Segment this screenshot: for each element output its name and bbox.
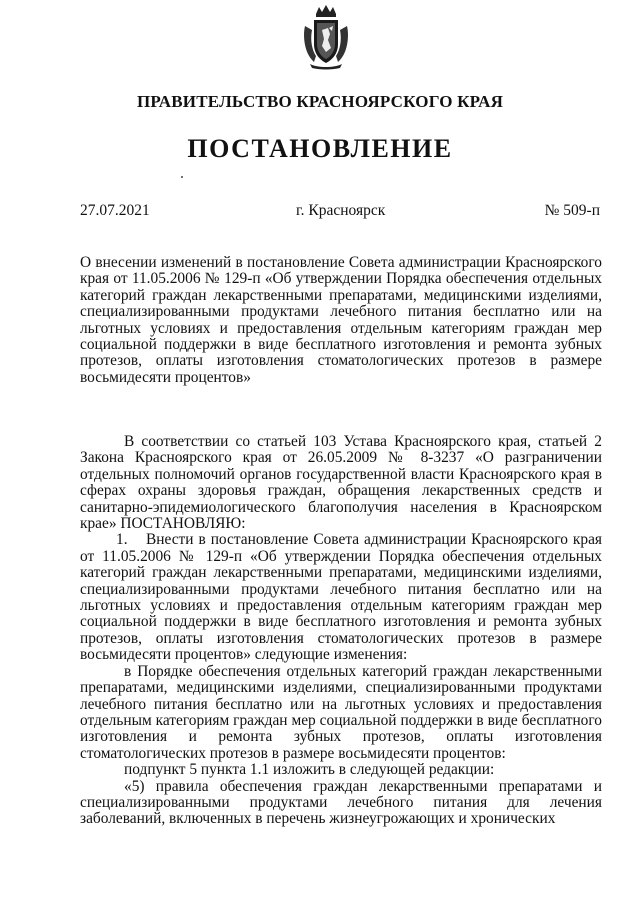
document-city: г. Красноярск (296, 202, 386, 219)
scan-speck (181, 176, 183, 178)
item-1-text: Внести в постановление Совета администрации Красноярского края от 11.05.2006 № 129-п «Об утверждении Порядка обеспечения отдельных категорий граждан лекарственными препаратами, медицинскими изделиями, специализированными продуктами лечебного питания бесплатно или на льготных условиях и предоставления отдельным категориям граждан мер социальной поддержки в виде бесплатного изготовления и ремонта зубных протезов, оплаты изготовления стоматологических протезов в размере восьмидесяти процентов» следующие изменения: (80, 531, 602, 664)
order-amendment-paragraph: в Порядке обеспечения отдельных категорий граждан лекарственными препаратами, медицинскими изделиями, специализированными продуктами лечебного питания бесплатно или на льготных условиях и предоставления отдельным категориям граждан мер социальной поддержки в виде бесплатного изготовления и ремонта зубных протезов, оплаты изготовления стоматологических протезов в размере восьмидесяти процентов: (80, 662, 602, 762)
item-1-number: 1. (116, 531, 128, 549)
item-1-paragraph (80, 532, 602, 663)
document-body (80, 434, 602, 828)
document-date: 27.07.2021 (80, 202, 150, 219)
document-number: № 509-п (544, 202, 600, 219)
subject-text: О внесении изменений в постановление Совета администрации Красноярского края от 11.05.2006 № 129-п «Об утверждении Порядка обеспечения отдельных категорий граждан лекарственными препаратами, медицинскими изделиями, специализированными продуктами лечебного питания бесплатно или на льготных условиях и предоставления отдельным категориям граждан мер социальной поддержки в виде бесплатного изготовления и ремонта зубных протезов, оплаты изготовления стоматологических протезов в размере восьмидесяти процентов» (80, 254, 602, 386)
new-wording-paragraph: «5) правила обеспечения граждан лекарственными препаратами и специализированными продуктами лечебного питания для лечения заболеваний, включенных в перечень жизнеугрожающих и хронических (80, 777, 602, 828)
coat-of-arms-icon (302, 4, 350, 70)
preamble-paragraph: В соответствии со статьей 103 Устава Красноярского края, статьей 2 Закона Красноярского края от 26.05.2009 № 8-3237 «О разграничении отдельных полномочий органов государственной власти Красноярского края в сферах охраны здоровья граждан, обращения лекарственных средств и санитарно-эпидемиологического благополучия населения в Красноярском крае» ПОСТАНОВЛЯЮ: (80, 433, 602, 533)
document-subject (80, 255, 602, 386)
issuing-authority: ПРАВИТЕЛЬСТВО КРАСНОЯРСКОГО КРАЯ (136, 92, 504, 111)
subpoint-instruction-paragraph: подпункт 5 пункта 1.1 изложить в следующей редакции: (124, 761, 495, 779)
document-type-title: ПОСТАНОВЛЕНИЕ (187, 134, 453, 163)
